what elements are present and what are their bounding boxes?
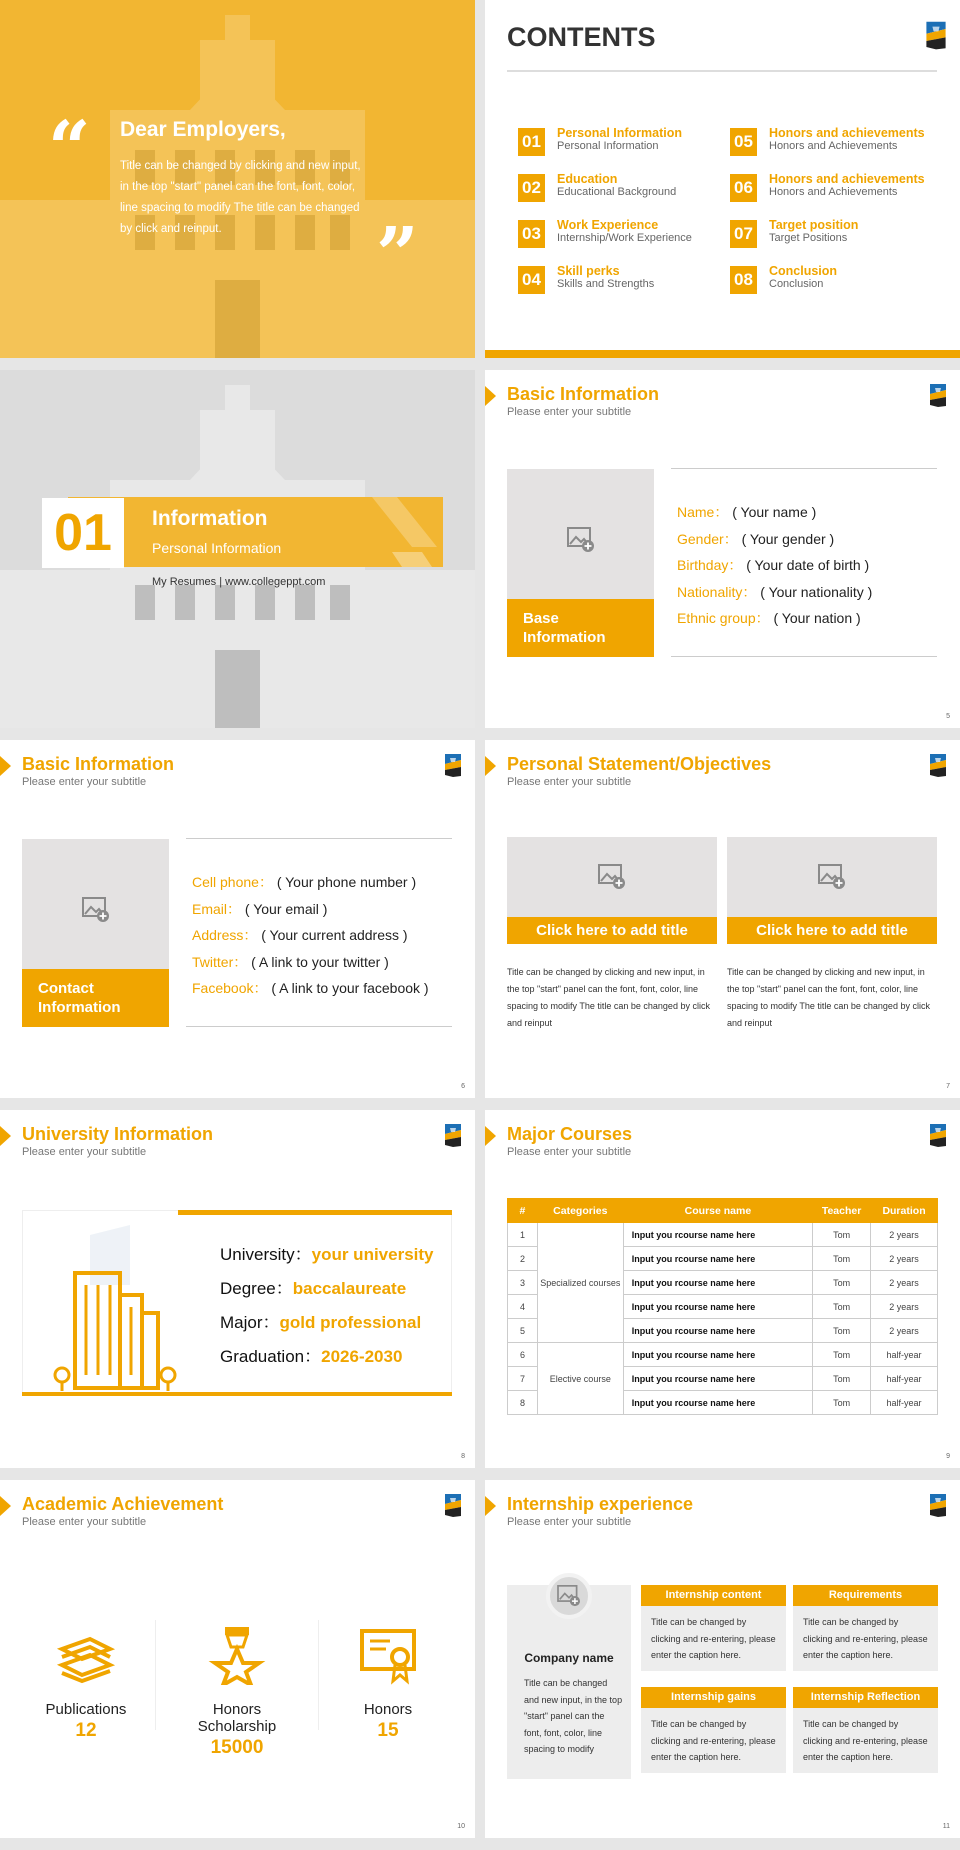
add-title-button[interactable]: Click here to add title [727, 917, 937, 944]
slide-subtitle: Please enter your subtitle [507, 776, 632, 788]
table-row: 7 Input you rcourse name here Tom half-year [508, 1367, 938, 1391]
table-row: 2 Input you rcourse name here Tom 2 years [508, 1247, 938, 1271]
info-row: Name： ( Your name ) [677, 504, 817, 520]
toc-item-02[interactable]: 02 Education Educational Background [518, 172, 728, 206]
books-icon [56, 1625, 116, 1685]
add-title-button[interactable]: Click here to add title [507, 917, 717, 944]
slide-basic-information-contact[interactable] [0, 740, 475, 1098]
company-name: Company name [524, 1651, 614, 1665]
toc-item-05[interactable]: 05 Honors and achievements Honors and Achievements [730, 126, 940, 160]
achievement-scholarship: Honors Scholarship 15000 [177, 1625, 297, 1759]
info-row: Birthday： ( Your date of birth ) [677, 557, 870, 573]
contents-title: CONTENTS [507, 22, 656, 52]
table-row: 6 Elective course Input you rcourse name here Tom half-year [508, 1343, 938, 1367]
header-triangle-icon [485, 1126, 496, 1146]
divider [671, 468, 937, 469]
image-icon [82, 897, 110, 923]
university-logo-icon [443, 1492, 463, 1518]
header-triangle-icon [485, 386, 496, 406]
slide-title: Academic Achievement [22, 1494, 224, 1514]
table-header: # Categories Course name Teacher Duration [508, 1199, 938, 1223]
certificate-icon [358, 1625, 418, 1685]
header-triangle-icon [0, 1496, 11, 1516]
internship-content-box: Internship content Title can be changed by clicking and re-entering, please enter the caption here. [641, 1585, 786, 1671]
university-logo-icon [928, 1492, 948, 1518]
slide-basic-information[interactable] [485, 370, 960, 728]
info-row: Cell phone： ( Your phone number ) [192, 874, 417, 890]
slide-text: Title can be changed by clicking and new input, in the top "start" panel can the font, font, color, line spacing to modify The title can be changed by click and reinput. [120, 160, 361, 235]
info-row: Graduation：2026-2030 [220, 1347, 403, 1366]
table-row: 8 Input you rcourse name here Tom half-year [508, 1391, 938, 1415]
header-triangle-icon [0, 1126, 11, 1146]
toc-item-06[interactable]: 06 Honors and achievements Honors and Achievements [730, 172, 940, 206]
info-row: Ethnic group： ( Your nation ) [677, 610, 861, 626]
slide-major-courses[interactable] [485, 1110, 960, 1468]
photo-caption: Base Information [507, 599, 654, 657]
info-row: Major：gold professional [220, 1313, 422, 1332]
info-list [192, 869, 429, 1002]
header-triangle-icon [485, 756, 496, 776]
slide-title: Major Courses [507, 1124, 633, 1144]
photo-placeholder[interactable] [507, 469, 654, 657]
company-text: Title can be changed and new input, in the top "start" panel can the font, font, color, line spacing to modify [524, 1678, 623, 1754]
table-row: 3 Input you rcourse name here Tom 2 years [508, 1271, 938, 1295]
category-cell: Elective course [537, 1343, 623, 1415]
slide-subtitle: Please enter your subtitle [507, 1146, 632, 1158]
medal-icon [207, 1625, 267, 1685]
section-number: 01 [42, 498, 124, 568]
internship-reflection-box: Internship Reflection Title can be changed by clicking and re-entering, please enter the caption here. [793, 1687, 938, 1773]
image-icon [818, 864, 846, 890]
slide-title: Basic Information [22, 754, 175, 774]
university-logo-icon [924, 16, 948, 54]
university-logo-icon [928, 382, 948, 408]
slide-subtitle: Please enter your subtitle [22, 1146, 147, 1158]
achievement-publications: Publications 12 [26, 1625, 146, 1742]
accent-bar [178, 1210, 452, 1215]
slide-personal-statement[interactable] [485, 740, 960, 1098]
info-row: Email： ( Your email ) [192, 900, 328, 917]
requirements-box: Requirements Title can be changed by clicking and re-entering, please enter the caption here. [793, 1585, 938, 1671]
achievement-honors: Honors 15 [328, 1625, 448, 1742]
page-number: 10 [457, 1823, 465, 1830]
divider [507, 70, 937, 72]
slide-title: University Information [22, 1124, 214, 1144]
page-number: 9 [946, 1453, 950, 1460]
slide-academic-achievement[interactable] [0, 1480, 475, 1838]
info-row: University：your university [220, 1245, 434, 1264]
slide-dear-employers[interactable] [0, 0, 475, 358]
photo-placeholder[interactable] [727, 837, 937, 917]
divider [318, 1620, 319, 1730]
building-icon [50, 1225, 180, 1393]
table-row: 4 Input you rcourse name here Tom 2 years [508, 1295, 938, 1319]
slide-university-information[interactable] [0, 1110, 475, 1468]
slide-subtitle: Please enter your subtitle [22, 1516, 147, 1528]
university-logo-icon [928, 1122, 948, 1148]
divider [155, 1620, 156, 1730]
university-logo-icon [928, 752, 948, 778]
divider [671, 656, 937, 657]
university-logo-icon [443, 752, 463, 778]
section-subtitle: Personal Information [152, 540, 282, 556]
statement-text: Title can be changed by clicking and new input, in the top "start" panel can the font, font, color, line spacing to modify The title can be changed by click and reinput [507, 967, 710, 1028]
open-quote-icon: “ [48, 106, 91, 192]
stripe-decoration [362, 497, 443, 567]
info-row: Degree：baccalaureate [220, 1279, 407, 1298]
company-card [507, 1585, 631, 1779]
page-number: 11 [942, 1823, 950, 1830]
slide-contents[interactable] [485, 0, 960, 358]
section-title: Information [152, 507, 268, 530]
header-triangle-icon [0, 756, 11, 776]
university-logo-icon [443, 1122, 463, 1148]
divider [186, 838, 452, 839]
table-row: 5 Input you rcourse name here Tom 2 years [508, 1319, 938, 1343]
info-row: Gender： ( Your gender ) [677, 530, 835, 547]
toc-item-07[interactable]: 07 Target position Target Positions [730, 218, 940, 252]
slide-title: Internship experience [507, 1494, 694, 1514]
page-number: 5 [946, 713, 950, 720]
slide-subtitle: Please enter your subtitle [507, 406, 632, 418]
site-label: My Resumes | www.collegeppt.com [152, 576, 326, 588]
info-row: Facebook： ( A link to your facebook ) [192, 980, 429, 996]
image-icon [557, 1585, 581, 1607]
slide-title: Basic Information [507, 384, 660, 404]
slide-internship-experience[interactable] [485, 1480, 960, 1838]
toc-item-08[interactable]: 08 Conclusion Conclusion [730, 264, 940, 298]
courses-table [507, 1198, 938, 1415]
close-quote-icon: ” [376, 212, 419, 298]
photo-placeholder[interactable] [507, 837, 717, 917]
toc-item-01[interactable]: 01 Personal Information Personal Information [518, 126, 728, 160]
slide-title: Personal Statement/Objectives [507, 754, 772, 774]
page-number: 6 [461, 1083, 465, 1090]
photo-placeholder[interactable] [22, 839, 169, 1027]
info-list [677, 499, 872, 632]
slide-title: Dear Employers, [120, 118, 286, 141]
image-icon [567, 527, 595, 553]
category-cell: Specialized courses [537, 1223, 623, 1343]
info-row: Address： ( Your current address ) [192, 927, 408, 943]
info-row: Nationality： ( Your nationality ) [677, 583, 873, 600]
internship-gains-box: Internship gains Title can be changed by clicking and re-entering, please enter the caption here. [641, 1687, 786, 1773]
header-triangle-icon [485, 1496, 496, 1516]
toc-item-04[interactable]: 04 Skill perks Skills and Strengths [518, 264, 728, 298]
bottom-accent-bar [485, 350, 960, 358]
image-icon [598, 864, 626, 890]
toc-item-03[interactable]: 03 Work Experience Internship/Work Experience [518, 218, 728, 252]
page-number: 7 [946, 1083, 950, 1090]
company-photo-placeholder[interactable] [546, 1573, 592, 1619]
slide-subtitle: Please enter your subtitle [507, 1516, 632, 1528]
slide-section-information[interactable] [0, 370, 475, 728]
info-row: Twitter： ( A link to your twitter ) [192, 953, 389, 970]
table-row: 1 Specialized courses Input you rcourse name here Tom 2 years [508, 1223, 938, 1247]
statement-text: Title can be changed by clicking and new input, in the top "start" panel can the font, font, color, line spacing to modify The title can be changed by click and reinput [727, 967, 930, 1028]
photo-caption: Contact Information [22, 969, 169, 1027]
slide-subtitle: Please enter your subtitle [22, 776, 147, 788]
page-number: 8 [461, 1453, 465, 1460]
divider [186, 1026, 452, 1027]
university-info-list [220, 1238, 434, 1374]
